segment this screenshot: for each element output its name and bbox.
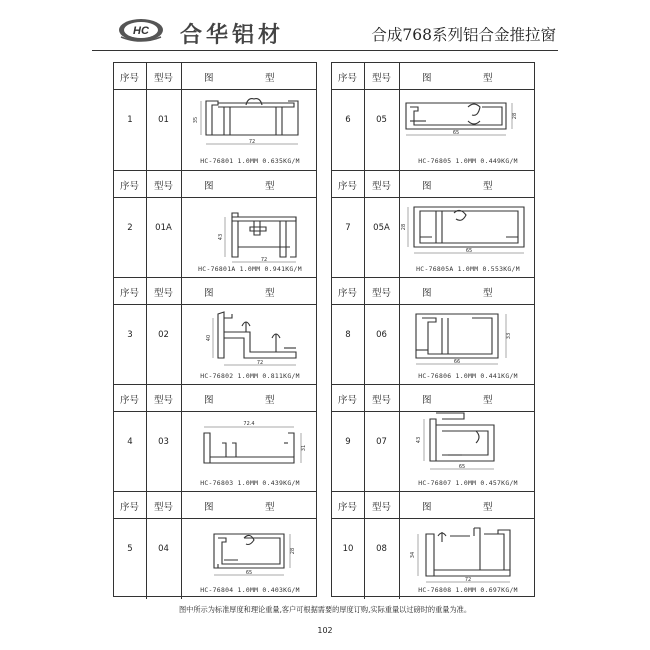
row-model: 04 xyxy=(158,544,169,554)
profile-drawing xyxy=(184,522,316,585)
row-seq: 10 xyxy=(342,544,354,554)
dim-width: 72 xyxy=(248,139,256,145)
row-model: 06 xyxy=(376,330,387,340)
header-type: 型 xyxy=(265,502,275,513)
dim-height: 28 xyxy=(512,112,518,120)
row-seq: 9 xyxy=(345,437,351,447)
table-header xyxy=(332,278,534,305)
profile-drawing xyxy=(402,93,534,156)
header-type: 型 xyxy=(483,502,493,513)
header-seq: 序号 xyxy=(338,73,358,84)
row-model: 03 xyxy=(158,437,169,447)
header-seq: 序号 xyxy=(338,288,358,299)
dim-width: 66 xyxy=(453,359,461,365)
dim-height: 43 xyxy=(416,436,422,444)
profile-caption: HC-76801 1.0MM 0.635KG/M xyxy=(200,157,300,165)
table-header xyxy=(114,63,316,90)
table-row xyxy=(332,277,534,385)
profile-table-right xyxy=(331,62,535,597)
header-model: 型号 xyxy=(154,181,174,192)
dim-height: 43 xyxy=(218,233,224,241)
page-header xyxy=(92,14,558,51)
table-header xyxy=(332,63,534,90)
header-seq: 序号 xyxy=(338,502,358,513)
table-row xyxy=(332,384,534,492)
row-seq: 2 xyxy=(127,223,133,233)
row-seq: 3 xyxy=(127,330,133,340)
profile-drawing xyxy=(184,93,316,156)
header-model: 型号 xyxy=(372,73,392,84)
row-model: 05A xyxy=(373,223,390,233)
table-row xyxy=(114,384,316,492)
header-type: 型 xyxy=(265,288,275,299)
header-model: 型号 xyxy=(372,502,392,513)
profile-caption: HC-76801A 1.0MM 0.941KG/M xyxy=(198,265,302,273)
header-drawing: 图 xyxy=(204,181,214,192)
profile-drawing xyxy=(184,415,316,478)
logo-text: HC xyxy=(133,25,149,37)
table-row xyxy=(114,63,316,170)
header-model: 型号 xyxy=(154,395,174,406)
profile-drawing xyxy=(402,415,534,478)
dim-width: 65 xyxy=(458,464,466,470)
dim-width: 72 xyxy=(256,360,264,366)
header-model: 型号 xyxy=(154,288,174,299)
header-drawing: 图 xyxy=(422,73,432,84)
header-type: 型 xyxy=(265,395,275,406)
row-seq: 4 xyxy=(127,437,133,447)
hc-logo xyxy=(117,17,165,43)
profile-caption: HC-76805A 1.0MM 0.553KG/M xyxy=(416,265,520,273)
row-seq: 7 xyxy=(345,223,351,233)
header-type: 型 xyxy=(483,288,493,299)
profile-caption: HC-76806 1.0MM 0.441KG/M xyxy=(418,372,518,380)
table-header xyxy=(332,385,534,412)
table-header xyxy=(332,171,534,198)
profile-caption: HC-76804 1.0MM 0.403KG/M xyxy=(200,586,300,594)
header-drawing: 图 xyxy=(204,73,214,84)
profile-drawing xyxy=(402,522,534,585)
header-seq: 序号 xyxy=(338,395,358,406)
dim-width: 65 xyxy=(245,570,253,576)
header-seq: 序号 xyxy=(120,502,140,513)
dim-width: 72 xyxy=(464,577,472,583)
header-seq: 序号 xyxy=(120,73,140,84)
row-model: 02 xyxy=(158,330,169,340)
header-seq: 序号 xyxy=(120,181,140,192)
profile-caption: HC-76805 1.0MM 0.449KG/M xyxy=(418,157,518,165)
dim-height: 33 xyxy=(506,332,512,340)
header-drawing: 图 xyxy=(422,395,432,406)
header-drawing: 图 xyxy=(204,288,214,299)
row-seq: 1 xyxy=(127,115,133,125)
table-row xyxy=(332,491,534,599)
table-row xyxy=(114,277,316,385)
header-type: 型 xyxy=(265,181,275,192)
dim-height: 28 xyxy=(401,223,407,231)
header-seq: 序号 xyxy=(120,288,140,299)
footer-note: 图中所示为标准厚度和理论重量,客户可根据需要的厚度订购,实际重量以过磅时的重量为准。 xyxy=(178,605,472,614)
header-type: 型 xyxy=(483,395,493,406)
header-seq: 序号 xyxy=(120,395,140,406)
table-header xyxy=(114,171,316,198)
profile-drawing xyxy=(402,201,534,264)
table-header xyxy=(332,492,534,519)
table-row xyxy=(114,491,316,599)
row-model: 01A xyxy=(155,223,172,233)
header-type: 型 xyxy=(483,181,493,192)
row-model: 01 xyxy=(158,115,169,125)
dim-height: 28 xyxy=(290,547,296,555)
table-row xyxy=(332,170,534,278)
header-drawing: 图 xyxy=(422,288,432,299)
dim-width: 65 xyxy=(465,248,473,254)
header-type: 型 xyxy=(265,73,275,84)
header-drawing: 图 xyxy=(422,181,432,192)
table-row xyxy=(114,170,316,278)
brand-name: 合华铝材 xyxy=(180,23,285,48)
header-model: 型号 xyxy=(154,502,174,513)
series-title: 合成768系列铝合金推拉窗 xyxy=(371,26,556,44)
header-model: 型号 xyxy=(372,288,392,299)
row-model: 07 xyxy=(376,437,387,447)
dim-width: 72 xyxy=(260,257,268,263)
header-drawing: 图 xyxy=(422,502,432,513)
dim-width: 72.4 xyxy=(243,421,255,427)
dim-height: 35 xyxy=(193,116,199,124)
row-seq: 6 xyxy=(345,115,351,125)
page-number: 102 xyxy=(317,626,333,635)
profile-drawing xyxy=(184,201,316,264)
header-model: 型号 xyxy=(372,181,392,192)
table-header xyxy=(114,278,316,305)
profile-drawing xyxy=(184,308,316,371)
table-header xyxy=(114,492,316,519)
profile-caption: HC-76803 1.0MM 0.439KG/M xyxy=(200,479,300,487)
row-seq: 8 xyxy=(345,330,351,340)
profile-caption: HC-76807 1.0MM 0.457KG/M xyxy=(418,479,518,487)
dim-width: 65 xyxy=(452,130,460,136)
header-model: 型号 xyxy=(154,73,174,84)
header-drawing: 图 xyxy=(204,395,214,406)
profile-caption: HC-76808 1.0MM 0.697KG/M xyxy=(418,586,518,594)
profile-table-left xyxy=(113,62,317,597)
header-model: 型号 xyxy=(372,395,392,406)
profile-drawing xyxy=(402,308,534,371)
row-model: 08 xyxy=(376,544,387,554)
dim-height: 40 xyxy=(206,334,212,342)
dim-height: 31 xyxy=(301,444,307,452)
profile-caption: HC-76802 1.0MM 0.811KG/M xyxy=(200,372,300,380)
row-model: 05 xyxy=(376,115,387,125)
table-row xyxy=(332,63,534,170)
header-type: 型 xyxy=(483,73,493,84)
table-header xyxy=(114,385,316,412)
header-drawing: 图 xyxy=(204,502,214,513)
dim-height: 34 xyxy=(410,551,416,559)
header-seq: 序号 xyxy=(338,181,358,192)
row-seq: 5 xyxy=(127,544,133,554)
